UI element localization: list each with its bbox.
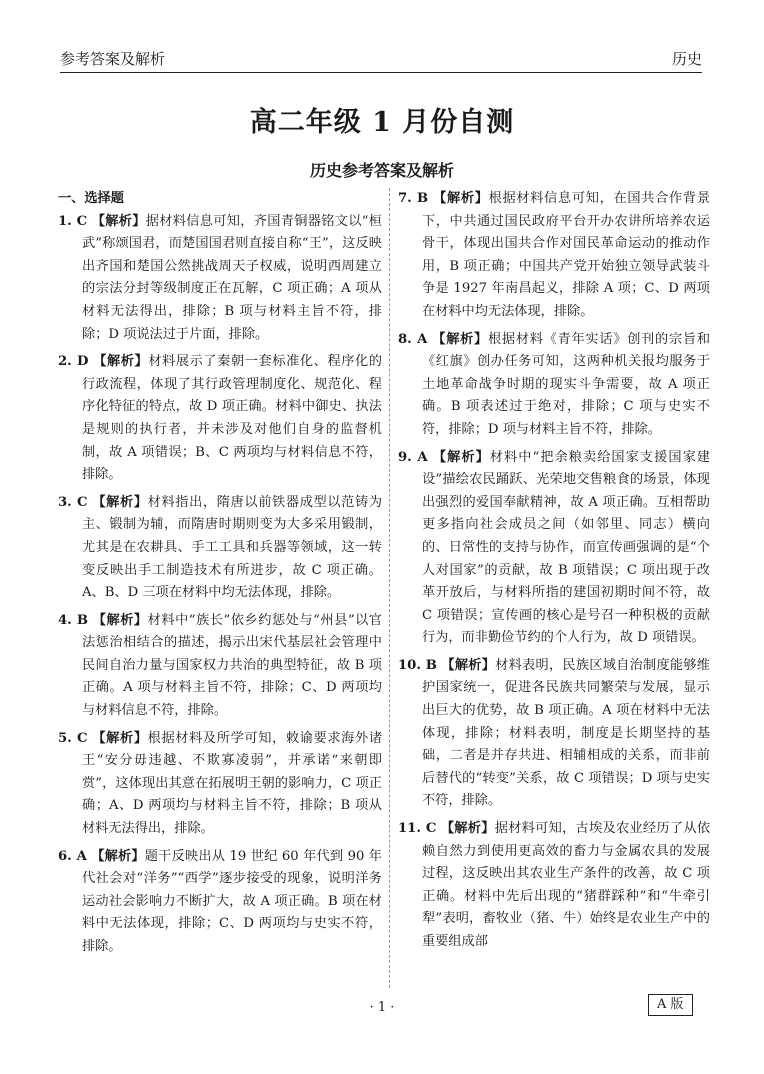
answer-number: 1. C <box>58 213 88 229</box>
analysis-tag: 【解析】 <box>93 354 149 370</box>
analysis-tag: 【解析】 <box>91 848 145 864</box>
answer-item <box>398 818 710 954</box>
page-subtitle: 历史参考答案及解析 <box>309 161 454 180</box>
analysis-text: 材料中“族长”依乡约惩处与“州县”以官法惩治相结合的描述，揭示出宋代基层社会管理中民间自治力量与国家权力共治的典型特征，故 B 项正确。A 项与材料主旨不符，排除；C、D 两项均与材料信息不符，排除。 <box>82 612 382 719</box>
answer-number: 3. C <box>58 494 88 510</box>
analysis-tag: 【解析】 <box>92 730 148 746</box>
answer-item <box>58 351 382 487</box>
analysis-text: 据材料信息可知，齐国青铜器铭文以“桓武”称颂国君，而楚国国君则直接自称“王”，这反映出齐国和楚国公然挑战周天子权威，说明西周建立的宗法分封等级制度正在瓦解，C 项正确；A 项从材料无法得出，排除；B 项与材料主旨不符，排除；D 项说法过于片面，排除。 <box>82 213 382 342</box>
answer-list-left <box>58 211 382 959</box>
analysis-tag: 【解析】 <box>432 449 490 465</box>
analysis-text: 根据材料及所学可知，敕谕要求海外诸王“安分毋违越、不欺寡凌弱”，并承诺“来朝即赏”，这体现出其意在拓展明王朝的影响力，C 项正确；A、D 两项均与材料主旨不符，排除；B 项从材料无法得出，排除。 <box>82 730 383 837</box>
analysis-text: 材料指出，隋唐以前铁器成型以范铸为主、锻制为辅，而隋唐时期则变为大多采用锻制，尤其是在农耕具、手工工具和兵器等领域，这一转变反映出手工制造技术有所进步，故 C 项正确。A、B、D 三项在材料中均无法体现，排除。 <box>82 494 383 601</box>
right-column <box>398 188 710 959</box>
analysis-text: 题干反映出从 19 世纪 60 年代到 90 年代社会对“洋务”“西学”逐步接受的现象，说明洋务运动社会影响力不断扩大，故 A 项正确。B 项在材料中无法体现，排除；C、D 两项均与史实不符，排除。 <box>82 848 382 954</box>
answer-item <box>58 492 382 605</box>
page-title: 高二年级 1 月份自测 <box>249 107 515 138</box>
analysis-tag: 【解析】 <box>92 494 148 510</box>
answer-item <box>398 655 710 813</box>
analysis-tag: 【解析】 <box>91 213 146 229</box>
left-column <box>58 188 382 964</box>
answer-item <box>58 211 382 347</box>
analysis-tag: 【解析】 <box>440 821 495 837</box>
answer-number: 10. B <box>398 657 437 673</box>
analysis-tag: 【解析】 <box>433 191 489 206</box>
answer-number: 5. C <box>58 730 88 746</box>
answer-number: 11. C <box>398 821 437 837</box>
answer-item <box>58 728 382 841</box>
page-number: · 1 · <box>369 1000 395 1015</box>
analysis-tag: 【解析】 <box>441 657 496 673</box>
answer-number: 7. B <box>398 191 429 206</box>
analysis-text: 根据材料《青年实话》创刊的宗旨和《红旗》创办任务可知，这两种机关报均服务于土地革命战争时期的现实斗争需要，故 A 项正确。B 项表述过于绝对，排除；C 项与史实不符，排除；D 项与材料主旨不符，排除。 <box>422 331 711 437</box>
answer-item <box>58 846 382 959</box>
answer-list-right <box>398 188 710 954</box>
answer-item <box>398 188 710 324</box>
analysis-text: 材料展示了秦朝一套标准化、程序化的行政流程，体现了其行政管理制度化、规范化、程序化特征的特点，故 D 项正确。材料中御史、执法是规则的执行者，并未涉及对他们自身的监督机制，故 A 项错误；B、C 两项均与材料信息不符，排除。 <box>82 354 382 483</box>
answer-number: 2. D <box>58 354 89 370</box>
answer-number: 4. B <box>58 612 89 628</box>
answer-item <box>398 329 710 442</box>
analysis-text: 材料表明，民族区域自治制度能够维护国家统一，促进各民族共同繁荣与发展，显示出巨大的优势，故 B 项正确。A 项在材料中无法体现，排除；材料表明，制度是长期坚持的基础，二者是并存共进、相辅相成的关系，而非前后替代的“转变”关系，故 C 项错误；D 项与史实不符，排除。 <box>422 657 710 809</box>
version-badge: A 版 <box>648 994 693 1016</box>
header-subject: 历史 <box>671 50 702 68</box>
analysis-text: 材料中“把余粮卖给国家支援国家建设”描绘农民踊跃、光荣地交售粮食的场景，体现出强烈的爱国奉献精神，故 A 项正确。互相帮助更多指向社会成员之间（如邻里、同志）横向的、日常性的支持与协作，而宣传画强调的是“个人对国家”的贡献，故 B 项错误；C 项出现于改革开放后，与材料所指的建国初期时间不符，故 C 项错误；宣传画的核心是号召一种积极的贡献行为，而非勤俭节约的个人行为，故 D 项错误。 <box>422 449 710 646</box>
answer-item <box>398 447 710 650</box>
answer-item <box>58 610 382 723</box>
section-heading: 一、选择题 <box>58 191 124 206</box>
column-divider <box>389 188 390 988</box>
header-rule <box>60 72 702 73</box>
analysis-tag: 【解析】 <box>432 331 488 347</box>
header-doc-type: 参考答案及解析 <box>60 50 166 68</box>
answer-number: 6. A <box>58 848 87 864</box>
answer-number: 9. A <box>398 449 428 465</box>
page-header <box>60 40 702 70</box>
answer-number: 8. A <box>398 331 428 347</box>
analysis-text: 据材料可知，古埃及农业经历了从依赖自然力到使用更高效的畜力与金属农具的发展过程，这反映出其农业生产条件的改善，故 C 项正确。材料中先后出现的“猪群踩种”和“牛牵引犁”表明，畜牧业（猪、牛）始终是农业生产中的重要组成部 <box>422 821 711 949</box>
analysis-text: 根据材料信息可知，在国共合作背景下，中共通过国民政府平台开办农讲所培养农运骨干，体现出国共合作对国民革命运动的推动作用，B 项正确；中国共产党开始独立领导武装斗争是 1927 年南昌起义，排除 A 项；C、D 两项在材料中均无法体现，排除。 <box>422 191 711 319</box>
analysis-tag: 【解析】 <box>92 612 148 628</box>
